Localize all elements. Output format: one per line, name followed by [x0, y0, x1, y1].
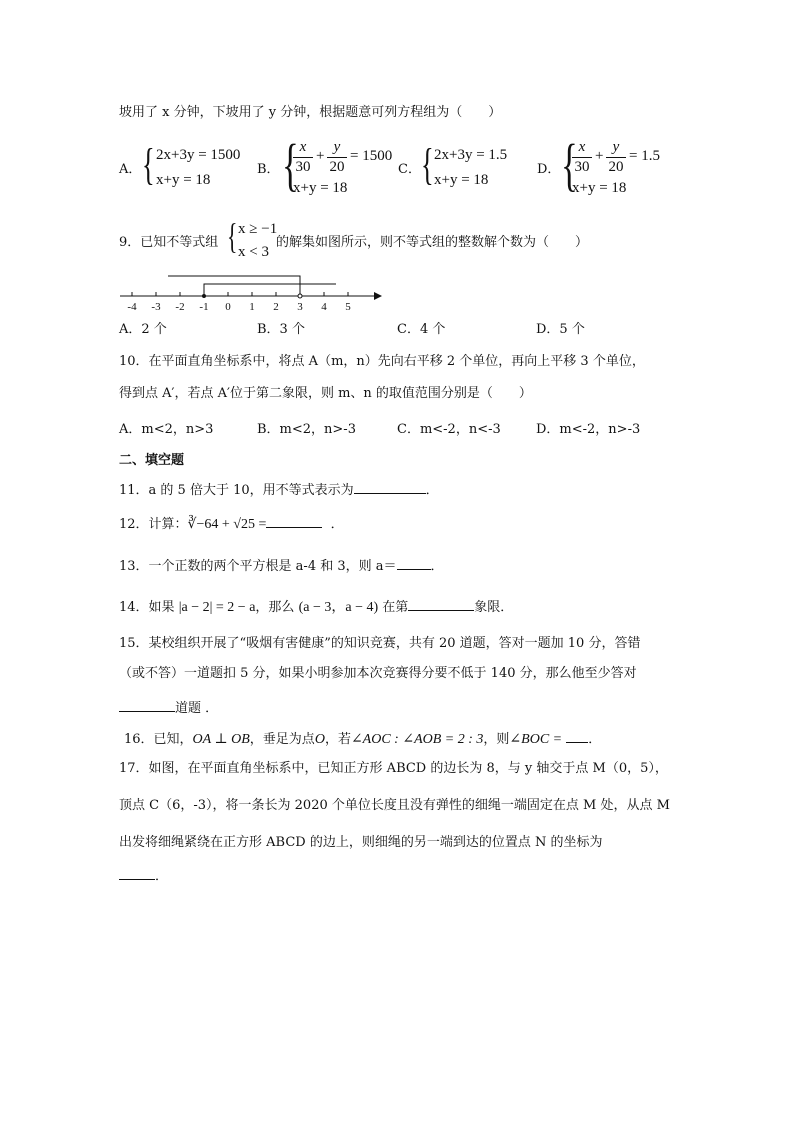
- q10-line1: 10．在平面直角坐标系中，将点 A（m，n）先向右平移 2 个单位，再向上平移 3 个单位，: [119, 354, 645, 369]
- number-line-bracket-lower: [204, 284, 336, 296]
- brace-icon: {: [561, 132, 578, 197]
- answer-blank: [408, 598, 474, 611]
- q8-stem: 坡用了 x 分钟，下坡用了 y 分钟，根据题意可列方程组为（ ）: [119, 105, 502, 120]
- q11: 11．a 的 5 倍大于 10，用不等式表示为 ．: [119, 483, 439, 498]
- q15-line1: 15．某校组织开展了“吸烟有害健康”的知识竞赛，共有 20 道题，答对一题加 10 分，答错: [119, 636, 641, 651]
- q8-option-a-label: A．: [119, 162, 142, 177]
- number-line-open-dot: [298, 294, 302, 298]
- q8-option-b-label: B．: [257, 162, 280, 177]
- q8-option-d-frac2: y 20: [606, 140, 626, 175]
- q15-line3: 道题 ．: [119, 699, 218, 715]
- number-line-bracket-upper: [168, 276, 300, 296]
- q16: 16．已知，OA ⊥ OB，垂足为点O，若∠AOC : ∠AOB = 2 : 3，则∠BOC = ．: [124, 732, 602, 747]
- number-line-tick-label: 1: [249, 301, 255, 313]
- q9-prefix: 9．已知不等式组: [119, 235, 219, 250]
- number-line-tick-label: -2: [175, 301, 185, 313]
- q8-option-a-eq2: x+y = 18: [156, 172, 211, 188]
- section-title: 二、填空题: [119, 453, 185, 468]
- number-line-tick-label: 5: [345, 301, 351, 313]
- q8-option-d-label: D．: [537, 162, 561, 177]
- q8-option-b-frac2: y 20: [327, 140, 347, 175]
- q8-option-b-eq2: x+y = 18: [293, 180, 348, 196]
- q8-option-c-label: C．: [398, 162, 421, 177]
- q8-option-b-plus: +: [316, 148, 325, 164]
- q10-line2: 得到点 A′，若点 A′位于第二象限，则 m、n 的取值范围分别是（ ）: [119, 386, 532, 401]
- q8-option-d-plus: +: [595, 148, 604, 164]
- number-line-closed-dot: [202, 294, 206, 298]
- q17-line1: 17．如图，在平面直角坐标系中，已知正方形 ABCD 的边长为 8，与 y 轴交于点 M（0，5），: [119, 761, 668, 776]
- brace-icon: {: [142, 140, 155, 189]
- q9-cond1: x ≥ −1: [238, 221, 278, 237]
- q10-option-a: A．m<2，n>3: [119, 422, 214, 437]
- number-line-arrow-icon: [374, 292, 382, 300]
- q8-option-d-eq1: = 1.5: [629, 148, 660, 164]
- q17-line2: 顶点 C（6，-3），将一条长为 2020 个单位长度且没有弹性的细绳一端固定在点 M 处，从点 M: [119, 798, 670, 813]
- number-line: [110, 268, 390, 314]
- answer-blank: [266, 515, 322, 528]
- q8-option-c-eq1: 2x+3y = 1.5: [434, 147, 508, 163]
- q15-line2: （或不答）一道题扣 5 分，如果小明参加本次竞赛得分要不低于 140 分，那么他至少答对: [119, 666, 637, 681]
- q9-option-b: B．3 个: [257, 322, 305, 337]
- q10-option-d: D．m<-2，n>-3: [536, 422, 641, 437]
- q9-suffix: 的解集如图所示，则不等式组的整数解个数为（ ）: [276, 235, 589, 250]
- q8-option-b-eq1: = 1500: [350, 148, 393, 164]
- answer-blank: [397, 557, 431, 570]
- q8-option-a-eq1: 2x+3y = 1500: [156, 147, 241, 163]
- answer-blank: [566, 730, 588, 743]
- number-line-tick-label: 3: [297, 301, 303, 313]
- q14: 14．如果 |a − 2| = 2 − a，那么 (a − 3，a − 4) 在第 象限．: [119, 600, 514, 615]
- q17-line4: ．: [119, 867, 168, 883]
- number-line-tick-label: -4: [127, 301, 137, 313]
- q8-option-d-eq2: x+y = 18: [572, 180, 627, 196]
- q9-cond2: x < 3: [238, 244, 269, 260]
- q8-option-b-frac1: x 30: [293, 140, 313, 175]
- q17-line3: 出发将细绳紧绕在正方形 ABCD 的边上，则细绳的另一端到达的位置点 N 的坐标为: [119, 835, 603, 850]
- number-line-tick-label: 0: [225, 301, 231, 313]
- q9-option-a: A．2 个: [119, 322, 167, 337]
- q13: 13．一个正数的两个平方根是 a-4 和 3，则 a＝ ．: [119, 559, 444, 574]
- number-line-tick-label: 4: [321, 301, 327, 313]
- number-line-tick-label: 2: [273, 301, 279, 313]
- number-line-tick-label: -3: [151, 301, 161, 313]
- answer-blank: [119, 699, 175, 712]
- number-line-tick-label: -1: [199, 301, 209, 313]
- brace-icon: {: [421, 140, 434, 189]
- q8-option-c-eq2: x+y = 18: [434, 172, 489, 188]
- answer-blank: [354, 481, 426, 494]
- brace-icon: {: [282, 132, 299, 197]
- answer-blank: [119, 867, 155, 880]
- brace-icon: {: [227, 216, 238, 256]
- q10-option-b: B．m<2，n>-3: [257, 422, 356, 437]
- q12: 12．计算：∛−64 + √25 = ．: [119, 517, 344, 532]
- q8-option-d-frac1: x 30: [572, 140, 592, 175]
- q9-option-c: C．4 个: [397, 322, 446, 337]
- q9-option-d: D．5 个: [536, 322, 585, 337]
- q10-option-c: C．m<-2，n<-3: [397, 422, 501, 437]
